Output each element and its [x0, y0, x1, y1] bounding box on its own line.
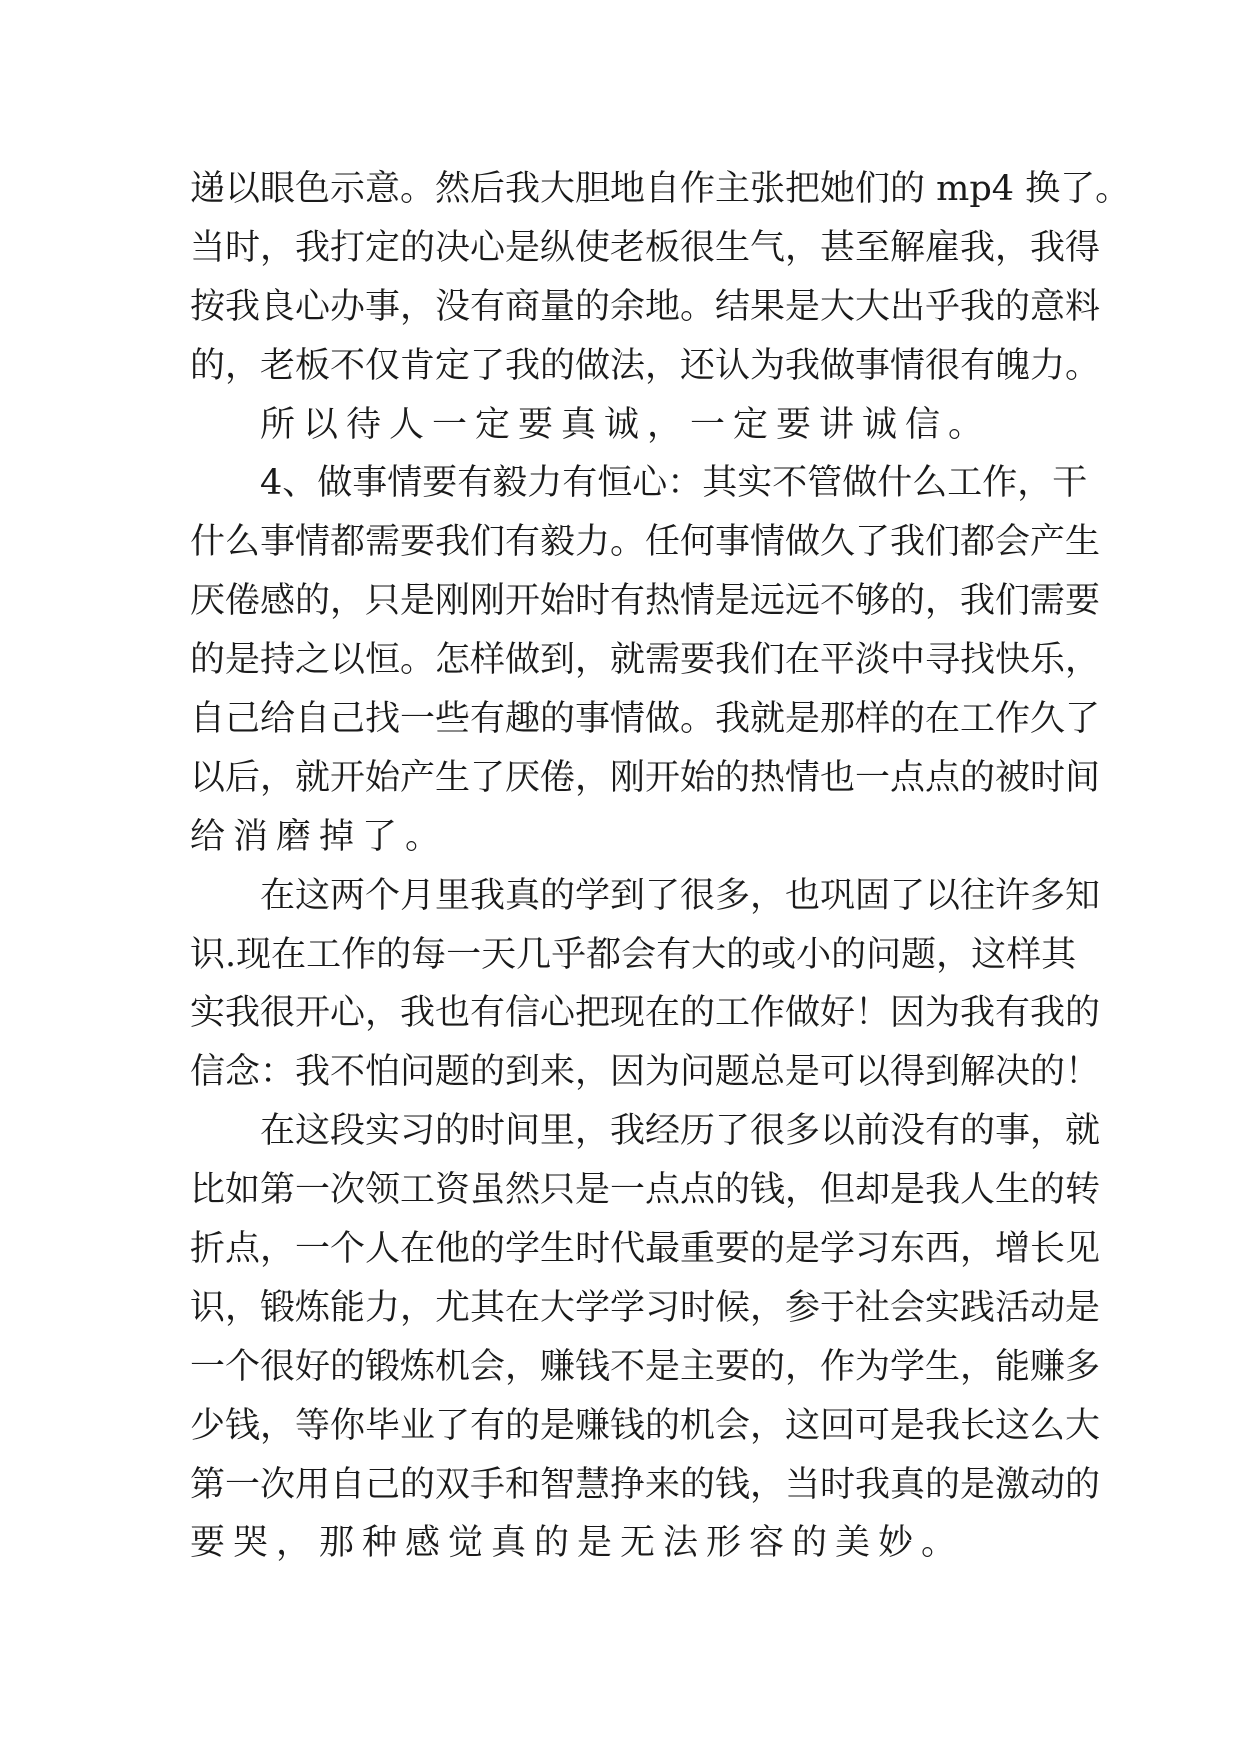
text-line-content: 给消磨掉了。: [190, 816, 449, 857]
text-line: [190, 690, 1101, 749]
text-line-content: 识.现在工作的每一天几乎都会有大的或小的问题，这样其: [190, 934, 1077, 975]
text-line-content: 什么事情都需要我们有毅力。任何事情做久了我们都会产生: [190, 522, 1101, 563]
text-line-content: 4、做事情要有毅力有恒心：其实不管做什么工作，干: [260, 463, 1088, 504]
text-line: [190, 1102, 1101, 1161]
text-line: [190, 1220, 1101, 1279]
text-line-content: 要哭，那种感觉真的是无法形容的美妙。: [190, 1523, 965, 1564]
text-line-content: 在这段实习的时间里，我经历了很多以前没有的事，就: [260, 1111, 1101, 1152]
text-line-content: 一个很好的锻炼机会，赚钱不是主要的，作为学生，能赚多: [190, 1346, 1101, 1387]
text-line: [190, 1456, 1101, 1515]
text-line: [190, 278, 1101, 337]
text-line: [190, 749, 1101, 808]
text-line: [190, 984, 1101, 1043]
text-line-content: 递以眼色示意。然后我大胆地自作主张把她们的 mp4 换了。: [190, 169, 1131, 209]
text-line: [190, 926, 1077, 985]
text-line-content: 当时，我打定的决心是纵使老板很生气，甚至解雇我，我得: [190, 227, 1101, 268]
text-line: [190, 1161, 1101, 1220]
text-line-content: 实我很开心，我也有信心把现在的工作做好！因为我有我的: [190, 993, 1101, 1034]
text-line: [190, 1279, 1101, 1338]
text-line-content: 比如第一次领工资虽然只是一点点的钱，但却是我人生的转: [190, 1170, 1101, 1211]
text-line: [190, 867, 1101, 926]
text-line: [190, 513, 1101, 572]
text-line: [190, 808, 1060, 867]
text-line-content: 自己给自己找一些有趣的事情做。我就是那样的在工作久了: [190, 699, 1101, 740]
text-line-content: 识，锻炼能力，尤其在大学学习时候，参于社会实践活动是: [190, 1287, 1101, 1328]
text-line-content: 折点，一个人在他的学生时代最重要的是学习东西，增长见: [190, 1229, 1101, 1270]
text-line-content: 第一次用自己的双手和智慧挣来的钱，当时我真的是激动的: [190, 1464, 1101, 1505]
text-line-content: 厌倦感的，只是刚刚开始时有热情是远远不够的，我们需要: [190, 581, 1101, 622]
text-line-content: 所以待人一定要真诚，一定要讲诚信。: [260, 404, 992, 445]
text-line-content: 信念：我不怕问题的到来，因为问题总是可以得到解决的！: [190, 1052, 1101, 1093]
text-line: [190, 337, 1101, 396]
text-line-content: 少钱，等你毕业了有的是赚钱的机会，这回可是我长这么大: [190, 1405, 1101, 1446]
text-line: [190, 1338, 1101, 1397]
text-line: [190, 1514, 1060, 1573]
text-line: [190, 219, 1101, 278]
text-line: [190, 160, 1131, 219]
text-line: [190, 572, 1101, 631]
text-line: [190, 396, 1060, 455]
text-line-content: 以后，就开始产生了厌倦，刚开始的热情也一点点的被时间: [190, 757, 1101, 798]
text-line-content: 在这两个月里我真的学到了很多，也巩固了以往许多知: [260, 875, 1101, 916]
text-line: [190, 454, 1088, 513]
text-line: [190, 1043, 1101, 1102]
text-line-content: 的是持之以恒。怎样做到，就需要我们在平淡中寻找快乐，: [190, 640, 1101, 681]
text-line-content: 按我良心办事，没有商量的余地。结果是大大出乎我的意料: [190, 286, 1101, 327]
text-line: [190, 1397, 1101, 1456]
text-line-content: 的，老板不仅肯定了我的做法，还认为我做事情很有魄力。: [190, 345, 1101, 386]
text-line: [190, 631, 1101, 690]
document-body: [190, 160, 1131, 1573]
